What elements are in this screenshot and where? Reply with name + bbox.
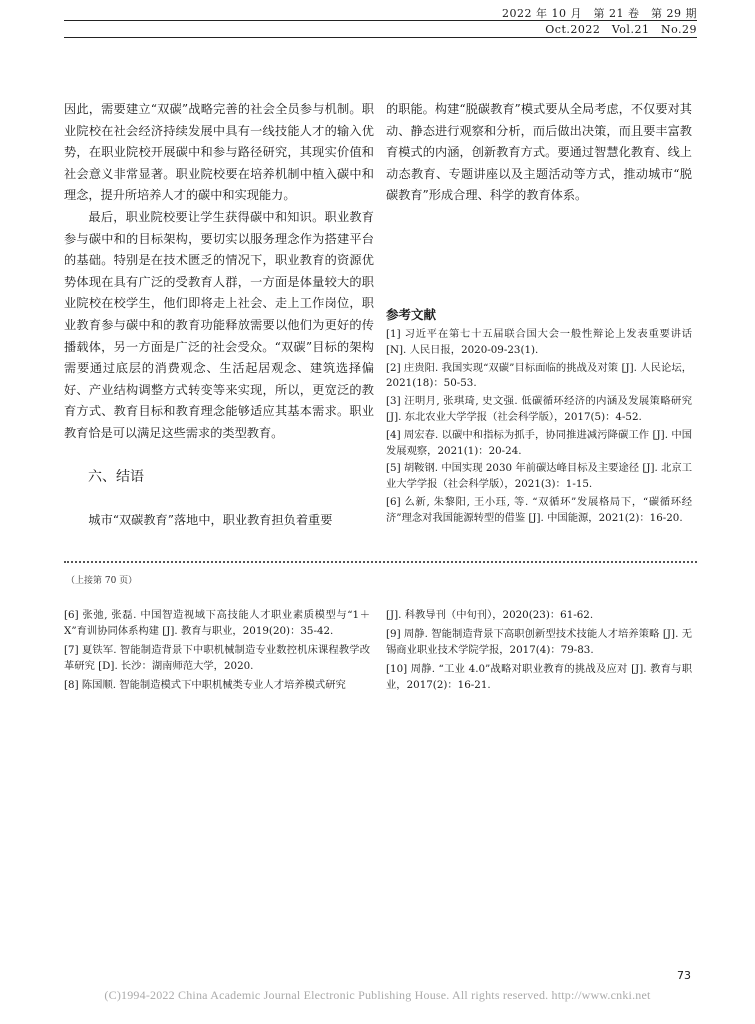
copyright-footer: (C)1994-2022 China Academic Journal Electronic Publishing House. All rights reserved. http://www.cnki.net: [104, 988, 651, 1002]
left-paragraph-2: 最后，职业院校要让学生获得碳中和知识。职业教育参与碳中和的目标架构，要切实以服务理念作为搭建平台的基础。特别是在技术匮乏的情况下，职业教育的资源优势体现在具有广泛的受教育人群，一方面是体量较大的职业院校在校学生，他们即将走上社会、走上工作岗位，职业教育参与碳中和的教育功能释放需要以他们为更好的传播载体，另一方面是广泛的社会受众。“双碳”目标的架构需要通过底层的消费观念、生活起居观念、建筑选择偏好、产业结构调整方式转变等来实现，所以，更宽泛的教育方式、教育目标和教育理念能够适应其基本需求。职业教育恰是可以满足这些需求的类型教育。: [64, 209, 374, 440]
reference-item: [9] 周静. 智能制造背景下高职创新型技术技能人才培养策略 [J]. 无锡商业职业技术学院学报，2017(4)：79-83.: [386, 628, 692, 656]
reference-item: [10] 周静. “工业 4.0”战略对职业教育的挑战及应对 [J]. 教育与职业，2017(2)：16-21.: [386, 663, 692, 691]
journal-issue-en: Oct.2022 Vol.21 No.29: [545, 23, 697, 36]
header-rule-bottom: [64, 37, 697, 38]
reference-item: [J]. 科教导刊（中旬刊），2020(23)：61-62.: [386, 609, 594, 621]
references-list: [386, 327, 692, 529]
references-title: 参考文献: [386, 307, 437, 322]
reference-item: [4] 周宏春. 以碳中和指标为抓手，协同推进减污降碳工作 [J]. 中国发展观察，2021(1)：20-24.: [386, 428, 692, 457]
reference-item: [6] 张弛, 张磊. 中国智造视域下高技能人才职业素质模型与“1＋X”育训协同体系构建 [J]. 教育与职业，2019(20)：35-42.: [64, 609, 370, 637]
right-paragraph-1: 的职能。构建“脱碳教育”模式要从全局考虑，不仅要对其动、静态进行观察和分析，而后做出决策，而且要丰富教育模式的内涵，创新教育方式。要通过智慧化教育、线上动态教育、专题讲座以及主题活动等方式，推动城市“脱碳教育”形成合理、科学的教育体系。: [386, 102, 692, 203]
reference-item: [6] 么新, 朱黎阳, 王小珏, 等. “双循环”发展格局下，“碳循环经济”理念对我国能源转型的借鉴 [J]. 中国能源，2021(2)：16-20.: [386, 495, 692, 524]
left-paragraph-1: 因此，需要建立“双碳”战略完善的社会全员参与机制。职业院校在社会经济持续发展中具有一线技能人才的输入优势，在职业院校开展碳中和参与路径研究，其现实价值和社会意义非常显著。职业院校要在培养机制中植入碳中和理念，提升所培养人才的碳中和实现能力。: [64, 102, 374, 203]
right-column: [386, 99, 692, 207]
reference-item: [7] 夏铁军. 智能制造背景下中职机械制造专业数控机床课程教学改革研究 [D]. 长沙：湖南师范大学，2020.: [64, 644, 370, 672]
section-heading-conclusion: 六、结语: [88, 469, 144, 485]
continuation-note: （上接第 70 页）: [66, 576, 138, 586]
continuation-divider: [64, 561, 697, 563]
left-column: [64, 99, 374, 445]
reference-item: [2] 庄贵阳. 我国实现“双碳”目标面临的挑战及对策 [J]. 人民论坛，2021(18)：50-53.: [386, 361, 692, 390]
page-number: 73: [677, 969, 691, 982]
reference-item: [3] 汪明月, 张琪琦, 史文强. 低碳循环经济的内涵及发展策略研究 [J]. 东北农业大学学报（社会科学版），2017(5)：4-52.: [386, 395, 692, 423]
reference-item: [8] 陈国顺. 智能制造模式下中职机械类专业人才培养模式研究: [64, 679, 346, 691]
left-paragraph-3: 城市“双碳教育”落地中，职业教育担负着重要: [88, 513, 333, 527]
bottom-references-right: [386, 607, 692, 696]
reference-item: [1] 习近平在第七十五届联合国大会一般性辩论上发表重要讲话 [N]. 人民日报，2020-09-23(1).: [386, 328, 692, 356]
journal-issue-cn: 2022 年 10 月 第 21 卷 第 29 期: [502, 7, 697, 20]
reference-item: [5] 胡鞍钢. 中国实现 2030 年前碳达峰目标及主要途径 [J]. 北京工业大学学报（社会科学版），2021(3)：1-15.: [386, 462, 692, 491]
bottom-references-left: [64, 607, 370, 696]
